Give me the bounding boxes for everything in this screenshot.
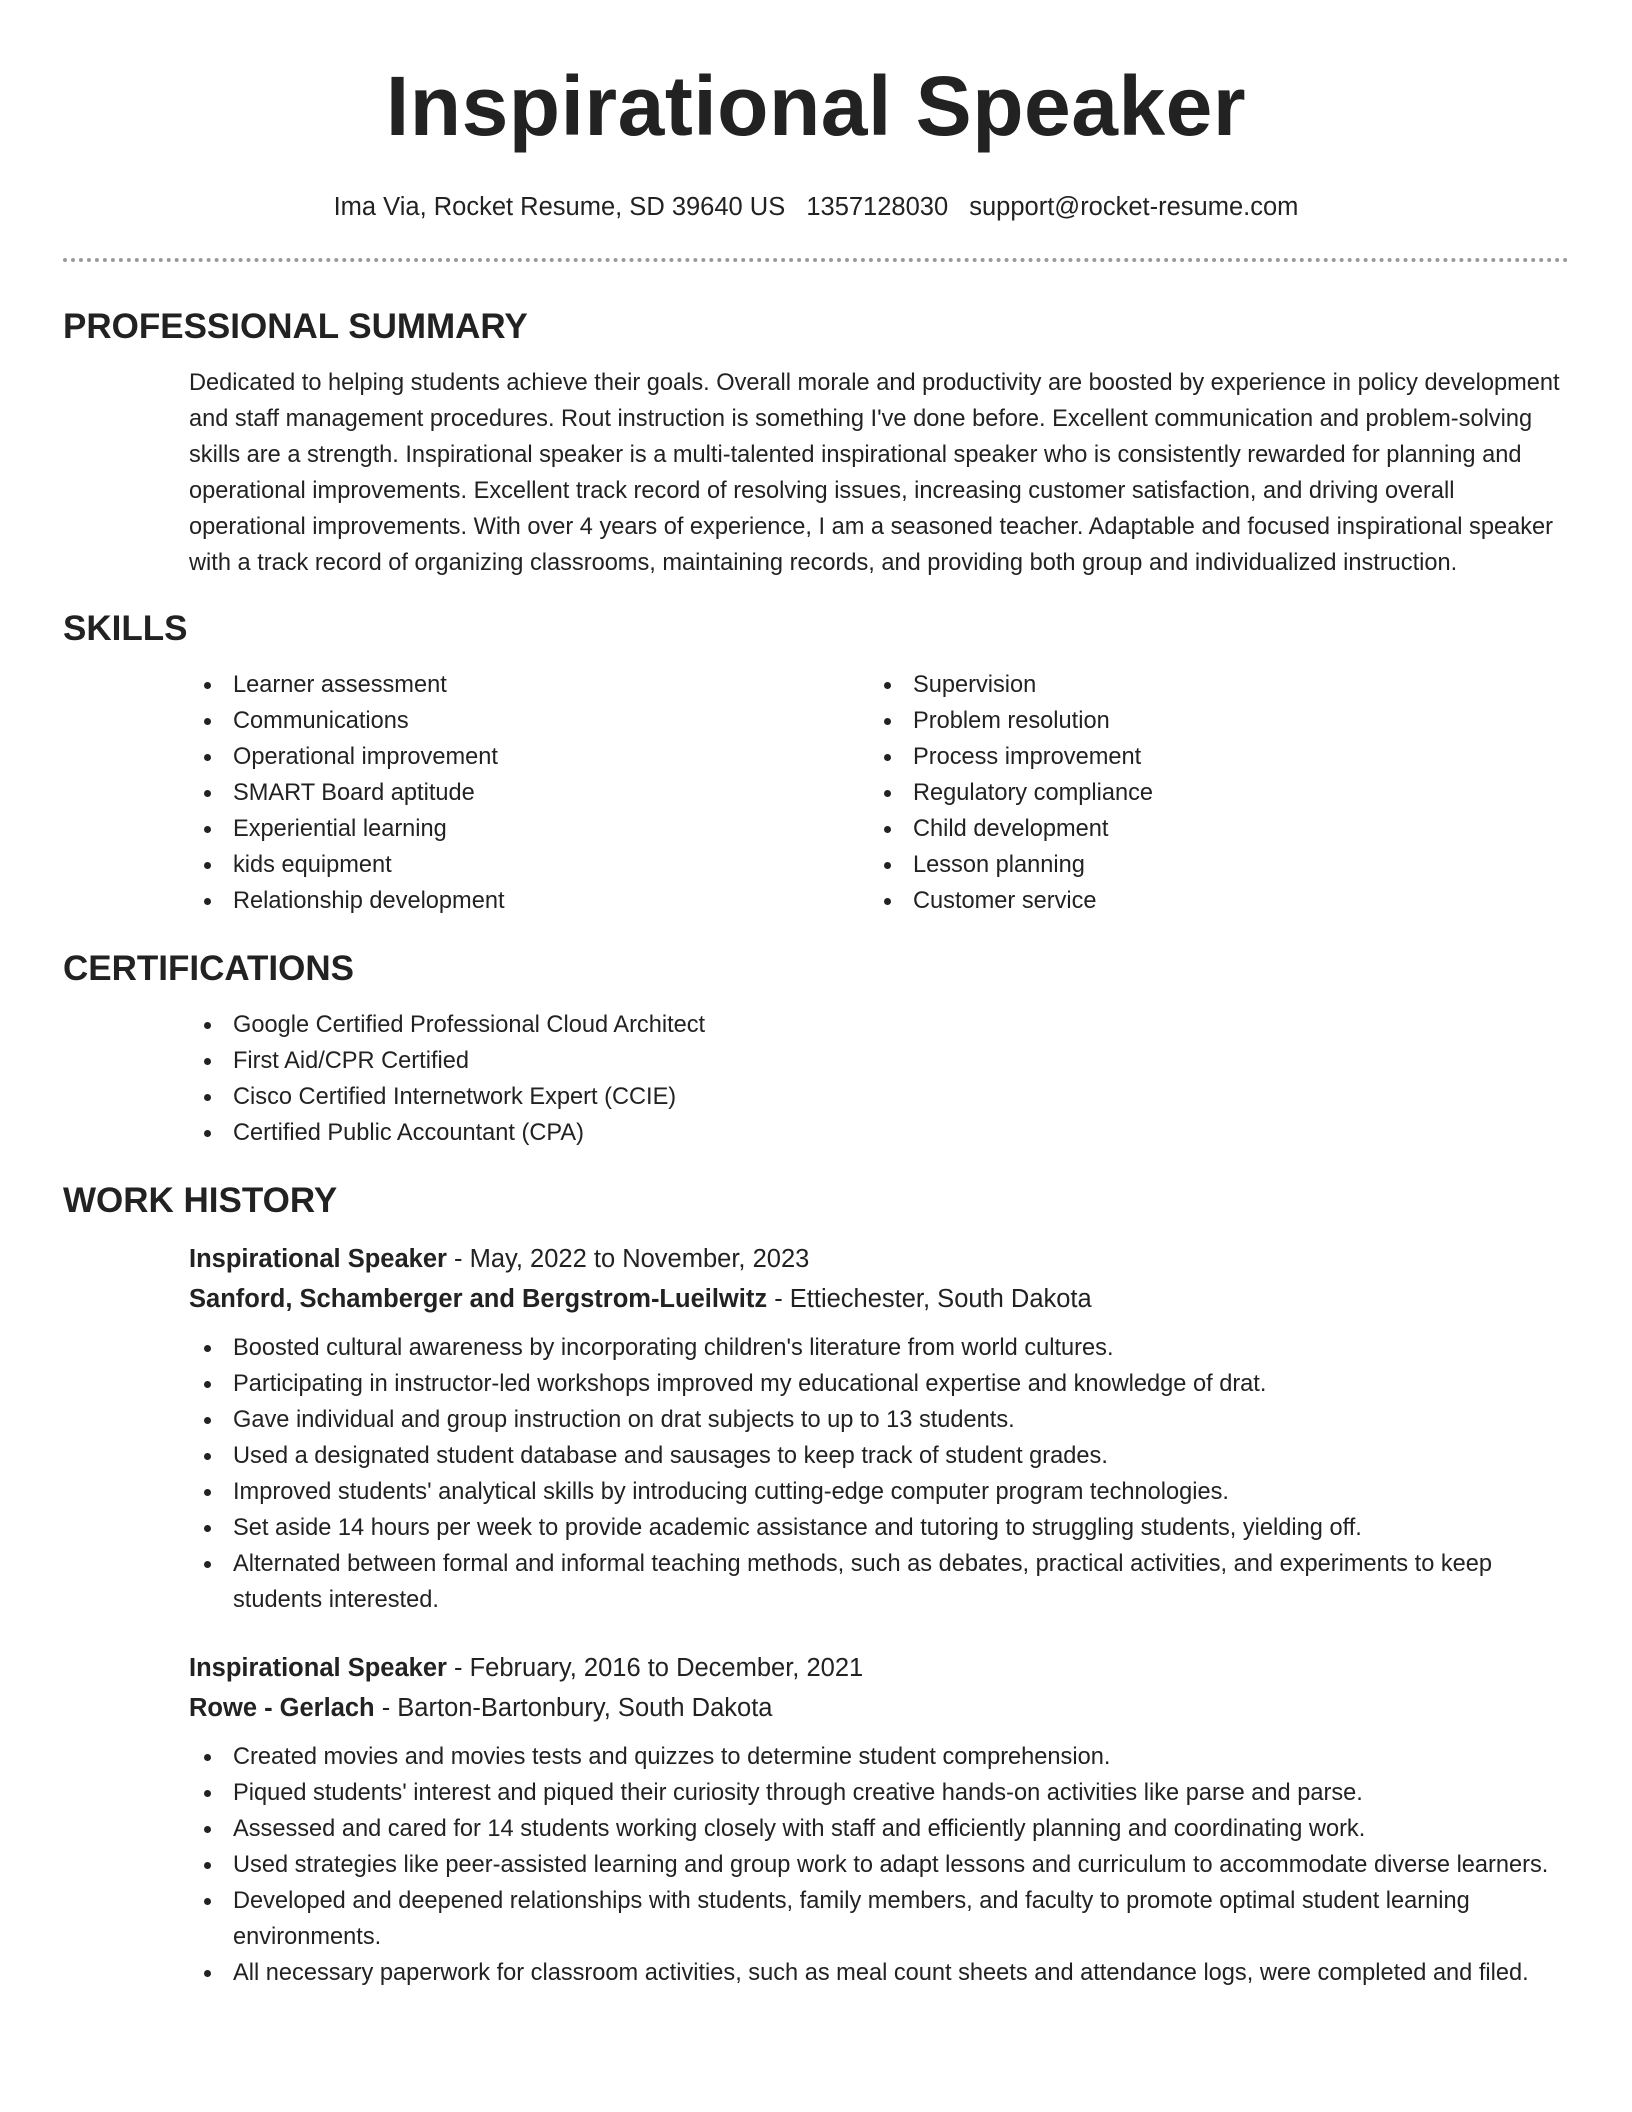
skill-item: Process improvement bbox=[869, 739, 1549, 775]
skill-item: Lesson planning bbox=[869, 847, 1549, 883]
job-bullet: Piqued students' interest and piqued their curiosity through creative hands-on activities like parse and parse. bbox=[189, 1775, 1568, 1811]
skill-item: Experiential learning bbox=[189, 811, 869, 847]
header-divider bbox=[63, 258, 1569, 262]
job-title: Inspirational Speaker bbox=[189, 1654, 447, 1682]
job-bullet: Created movies and movies tests and quizzes to determine student comprehension. bbox=[189, 1739, 1568, 1775]
summary-text: Dedicated to helping students achieve their goals. Overall morale and productivity are boosted by experience in policy development and staff management procedures. Rout instruction is something I've done before. Excellent communication and problem-solving skills are a strength. Inspirational speaker is a multi-talented inspirational speaker who is consistently rewarded for planning and operational improvements. Excellent track record of resolving issues, increasing customer satisfaction, and driving overall operational improvements. With over 4 years of experience, I am a seasoned teacher. Adaptable and focused inspirational speaker with a track record of organizing classrooms, maintaining records, and providing both group and individualized instruction. bbox=[189, 370, 1560, 576]
job-bullet: Set aside 14 hours per week to provide academic assistance and tutoring to struggling students, yielding off. bbox=[189, 1510, 1568, 1546]
job-bullet: Participating in instructor-led workshops improved my educational expertise and knowledge of drat. bbox=[189, 1366, 1568, 1402]
job-title-line bbox=[189, 1239, 1632, 1279]
job-bullet: Alternated between formal and informal teaching methods, such as debates, practical activities, and experiments to keep students interested. bbox=[189, 1546, 1568, 1618]
skill-item: Problem resolution bbox=[869, 703, 1549, 739]
skill-item: Regulatory compliance bbox=[869, 775, 1549, 811]
summary-heading: PROFESSIONAL SUMMARY bbox=[63, 307, 528, 346]
job-entry bbox=[0, 1239, 1632, 1618]
job-title: Inspirational Speaker bbox=[189, 1245, 447, 1273]
skills-heading: SKILLS bbox=[63, 609, 188, 648]
skill-item: Relationship development bbox=[189, 883, 869, 919]
certification-item: First Aid/CPR Certified bbox=[189, 1043, 1568, 1079]
job-company-line bbox=[189, 1279, 1632, 1319]
resume-title: Inspirational Speaker bbox=[385, 59, 1247, 153]
job-bullet: All necessary paperwork for classroom activities, such as meal count sheets and attendance logs, were completed and filed. bbox=[189, 1955, 1568, 1991]
skill-item: SMART Board aptitude bbox=[189, 775, 869, 811]
job-location: - Ettiechester, South Dakota bbox=[767, 1285, 1092, 1313]
job-dates: - February, 2016 to December, 2021 bbox=[446, 1654, 864, 1682]
job-company-line bbox=[189, 1688, 1632, 1728]
skill-item: Customer service bbox=[869, 883, 1549, 919]
job-company: Rowe - Gerlach bbox=[189, 1694, 375, 1722]
work-history-heading: WORK HISTORY bbox=[63, 1181, 338, 1220]
certification-item: Google Certified Professional Cloud Architect bbox=[189, 1007, 1568, 1043]
job-bullet: Used strategies like peer-assisted learning and group work to adapt lessons and curriculum to accommodate diverse learners. bbox=[189, 1847, 1568, 1883]
skill-item: Child development bbox=[869, 811, 1549, 847]
contact-email: support@rocket-resume.com bbox=[969, 193, 1299, 221]
job-title-line bbox=[189, 1648, 1632, 1688]
job-company: Sanford, Schamberger and Bergstrom-Lueilwitz bbox=[189, 1285, 768, 1313]
job-bullets bbox=[189, 1739, 1568, 1991]
skills-list-right bbox=[869, 667, 1549, 919]
job-bullet: Improved students' analytical skills by introducing cutting-edge computer program technologies. bbox=[189, 1474, 1568, 1510]
job-bullet: Assessed and cared for 14 students working closely with staff and efficiently planning and coordinating work. bbox=[189, 1811, 1568, 1847]
job-entry bbox=[0, 1648, 1632, 1991]
job-bullet: Used a designated student database and sausages to keep track of student grades. bbox=[189, 1438, 1568, 1474]
skill-item: Learner assessment bbox=[189, 667, 869, 703]
skill-item: Supervision bbox=[869, 667, 1549, 703]
job-location: - Barton-Bartonbury, South Dakota bbox=[374, 1694, 773, 1722]
job-bullet: Boosted cultural awareness by incorporating children's literature from world cultures. bbox=[189, 1330, 1568, 1366]
skills-list-left bbox=[189, 667, 869, 919]
contact-address: Ima Via, Rocket Resume, SD 39640 US bbox=[333, 193, 786, 221]
certifications-heading: CERTIFICATIONS bbox=[63, 949, 355, 988]
job-bullet: Gave individual and group instruction on drat subjects to up to 13 students. bbox=[189, 1402, 1568, 1438]
skill-item: Communications bbox=[189, 703, 869, 739]
job-bullet: Developed and deepened relationships with students, family members, and faculty to promote optimal student learning environments. bbox=[189, 1883, 1568, 1955]
job-dates: - May, 2022 to November, 2023 bbox=[446, 1245, 810, 1273]
skills-columns bbox=[189, 667, 1632, 919]
certification-item: Cisco Certified Internetwork Expert (CCIE) bbox=[189, 1079, 1568, 1115]
certification-item: Certified Public Accountant (CPA) bbox=[189, 1115, 1568, 1151]
skill-item: Operational improvement bbox=[189, 739, 869, 775]
job-bullets bbox=[189, 1330, 1568, 1618]
contact-phone: 1357128030 bbox=[806, 193, 949, 221]
skill-item: kids equipment bbox=[189, 847, 869, 883]
contact-line bbox=[0, 192, 1632, 222]
certifications-list bbox=[189, 1007, 1568, 1151]
